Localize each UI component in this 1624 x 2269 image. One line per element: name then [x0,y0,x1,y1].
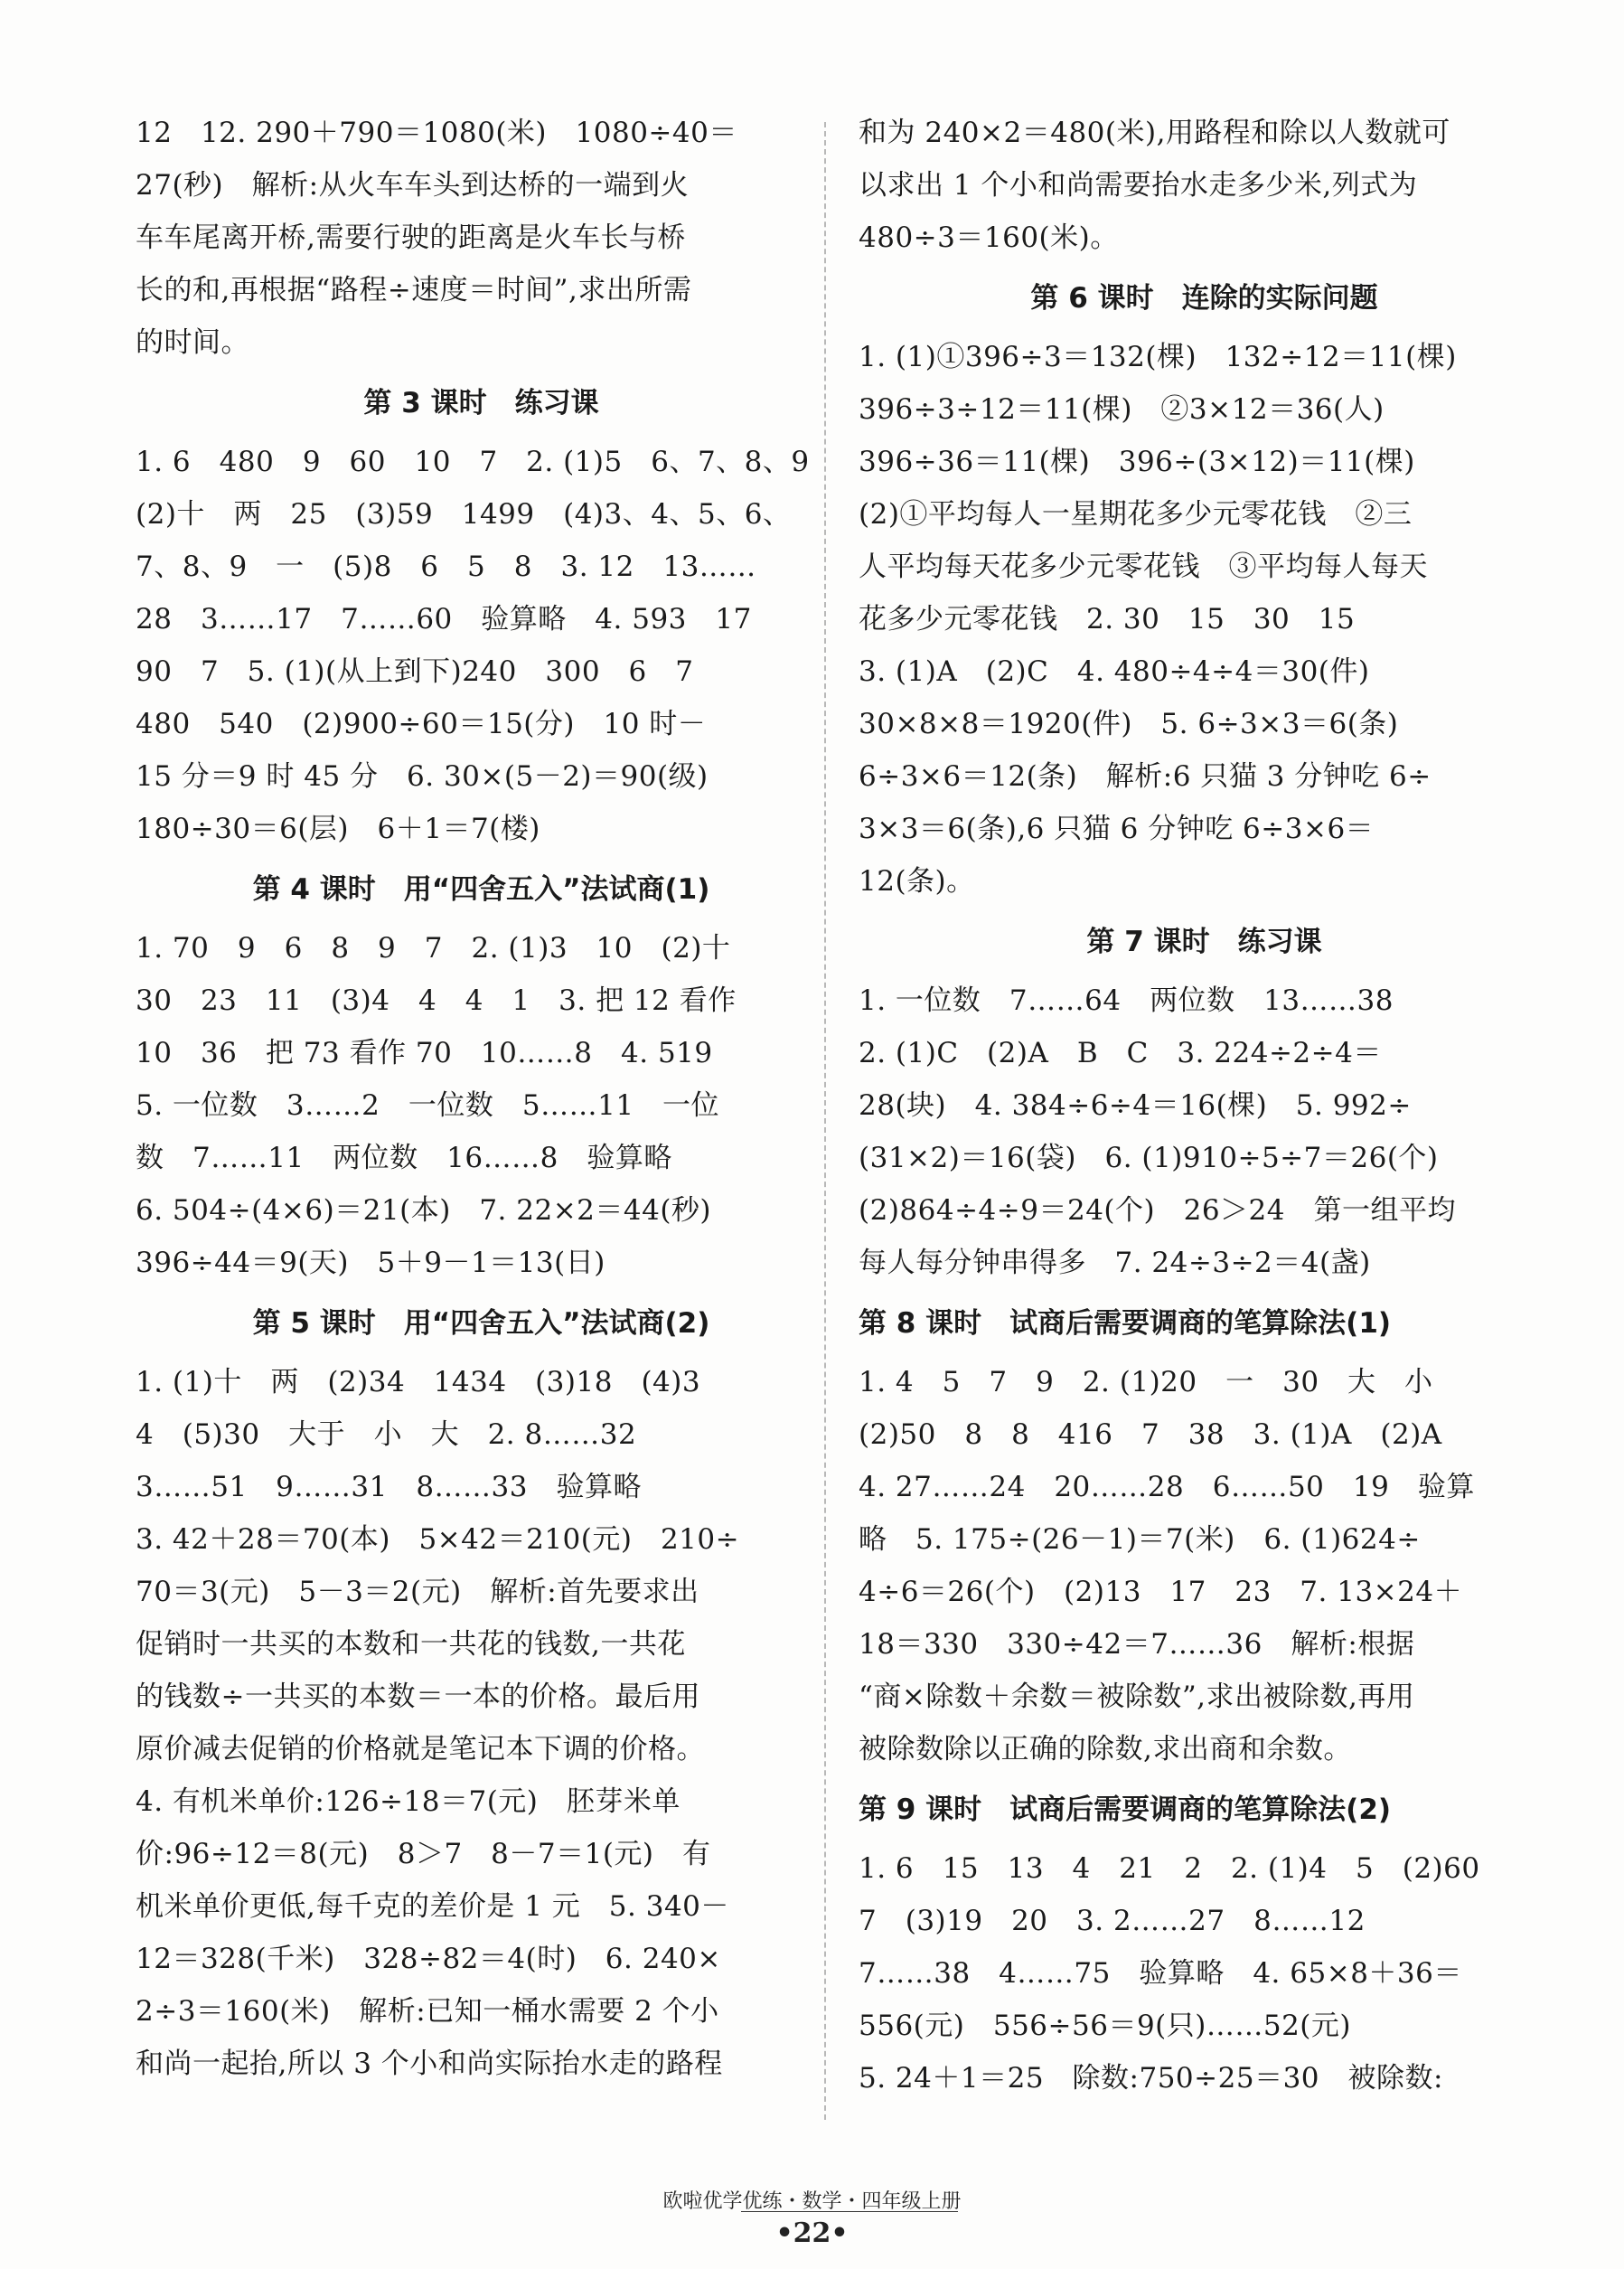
text-line: 180÷30＝6(层) 6＋1＝7(楼) [136,813,540,845]
text-line: 3. 42＋28＝70(本) 5×42＝210(元) 210÷ [136,1523,740,1556]
text-line: 4 (5)30 大于 小 大 2. 8……32 [136,1418,637,1451]
text-line: 4÷6＝26(个) (2)13 17 23 7. 13×24＋ [859,1576,1463,1608]
text-line: 480 540 (2)900÷60＝15(分) 10 时－ [136,708,707,740]
text-line: 的时间。 [136,326,249,359]
text-line: 15 分＝9 时 45 分 6. 30×(5－2)＝90(级) [136,760,709,793]
text-line: 的钱数÷一共买的本数＝一本的价格。最后用 [136,1681,700,1713]
section-heading: 第 4 课时 用“四舍五入”法试商(1) [252,873,710,906]
text-line: (2)十 两 25 (3)59 1499 (4)3、4、5、6、 [136,498,792,531]
text-line: 略 5. 175÷(26－1)＝7(米) 6. (1)624÷ [859,1523,1421,1556]
text-line: 396÷3÷12＝11(棵) ②3×12＝36(人) [859,393,1385,426]
text-line: 10 36 把 73 看作 70 10……8 4. 519 [136,1037,713,1069]
text-line: 6. 504÷(4×6)＝21(本) 7. 22×2＝44(秒) [136,1194,712,1227]
section-heading: 第 6 课时 连除的实际问题 [1030,282,1378,315]
column-divider [824,122,826,2120]
text-line: 1. 4 5 7 9 2. (1)20 一 30 大 小 [859,1366,1433,1398]
text-line: 1. 6 15 13 4 21 2 2. (1)4 5 (2)60 [859,1852,1480,1885]
text-line: 396÷36＝11(棵) 396÷(3×12)＝11(棵) [859,446,1415,478]
left-column [136,107,827,2090]
text-line: 12(条)。 [859,865,975,898]
text-line: (2)①平均每人一星期花多少元零花钱 ②三 [859,498,1413,531]
text-line: 2÷3＝160(米) 解析:已知一桶水需要 2 个小 [136,1995,719,2028]
text-line: 1. (1)①396÷3＝132(棵) 132÷12＝11(棵) [859,341,1457,373]
text-line: 5. 24＋1＝25 除数:750÷25＝30 被除数: [859,2062,1443,2095]
text-line: 90 7 5. (1)(从上到下)240 300 6 7 [136,655,694,688]
text-line: 1. 70 9 6 8 9 7 2. (1)3 10 (2)十 [136,932,731,965]
text-line: 花多少元零花钱 2. 30 15 30 15 [859,603,1356,636]
section-heading: 第 5 课时 用“四舍五入”法试商(2) [252,1307,710,1340]
text-line: 556(元) 556÷56＝9(只)……52(元) [859,2010,1351,2042]
section-heading: 第 9 课时 试商后需要调商的笔算除法(2) [859,1794,1392,1826]
text-line: 5. 一位数 3……2 一位数 5……11 一位 [136,1089,720,1122]
text-line: 12＝328(千米) 328÷82＝4(时) 6. 240× [136,1943,721,1975]
text-line: 促销时一共买的本数和一共花的钱数,一共花 [136,1628,686,1661]
text-line: (31×2)＝16(袋) 6. (1)910÷5÷7＝26(个) [859,1142,1439,1174]
text-line: 和尚一起抬,所以 3 个小和尚实际抬水走的路程 [136,2048,723,2080]
text-line: 和为 240×2＝480(米),用路程和除以人数就可 [859,117,1450,149]
text-line: 2. (1)C (2)A B C 3. 224÷2÷4＝ [859,1037,1382,1069]
text-line: 4. 有机米单价:126÷18＝7(元) 胚芽米单 [136,1785,681,1818]
text-line: 70＝3(元) 5－3＝2(元) 解析:首先要求出 [136,1576,699,1608]
text-line: (2)864÷4÷9＝24(个) 26＞24 第一组平均 [859,1194,1457,1227]
text-line: 28 3……17 7……60 验算略 4. 593 17 [136,603,752,636]
text-line: 18＝330 330÷42＝7……36 解析:根据 [859,1628,1415,1661]
section-heading: 第 3 课时 练习课 [363,387,599,419]
text-line: 机米单价更低,每千克的差价是 1 元 5. 340－ [136,1890,729,1923]
text-line: 480÷3＝160(米)。 [859,221,1119,254]
text-line: 27(秒) 解析:从火车车头到达桥的一端到火 [136,169,690,202]
footer-rule [741,2211,958,2212]
text-line: 被除数除以正确的除数,求出商和余数。 [859,1733,1352,1765]
text-line: 数 7……11 两位数 16……8 验算略 [136,1142,672,1174]
text-line: 7……38 4……75 验算略 4. 65×8＋36＝ [859,1957,1462,1990]
text-line: 3……51 9……31 8……33 验算略 [136,1471,643,1503]
text-line: 7 (3)19 20 3. 2……27 8……12 [859,1905,1366,1937]
text-line: 1. (1)十 两 (2)34 1434 (3)18 (4)3 [136,1366,701,1398]
text-line: 396÷44＝9(天) 5＋9－1＝13(日) [136,1247,605,1279]
text-line: 30 23 11 (3)4 4 4 1 3. 把 12 看作 [136,984,737,1017]
text-line: 人平均每天花多少元零花钱 ③平均每人每天 [859,551,1428,583]
text-line: 30×8×8＝1920(件) 5. 6÷3×3＝6(条) [859,708,1399,740]
right-column [859,107,1550,2104]
text-line: 3. (1)A (2)C 4. 480÷4÷4＝30(件) [859,655,1370,688]
text-line: 28(块) 4. 384÷6÷4＝16(棵) 5. 992÷ [859,1089,1412,1122]
section-heading: 第 8 课时 试商后需要调商的笔算除法(1) [859,1307,1392,1340]
text-line: 12 12. 290＋790＝1080(米) 1080÷40＝ [136,117,737,149]
text-line: 车车尾离开桥,需要行驶的距离是火车长与桥 [136,221,686,254]
section-heading: 第 7 课时 练习课 [1086,926,1322,958]
page-number: •22• [775,2217,849,2249]
text-line: 价:96÷12＝8(元) 8＞7 8－7＝1(元) 有 [136,1838,711,1870]
text-line: 原价减去促销的价格就是笔记本下调的价格。 [136,1733,705,1765]
text-line: (2)50 8 8 416 7 38 3. (1)A (2)A [859,1418,1442,1451]
text-line: 1. 一位数 7……64 两位数 13……38 [859,984,1394,1017]
footer-book-title: 欧啦优学优练・数学・四年级上册 [662,2190,962,2213]
text-line: 4. 27……24 20……28 6……50 19 验算 [859,1471,1475,1503]
text-line: 7、8、9 一 (5)8 6 5 8 3. 12 13…… [136,551,756,583]
text-line: 以求出 1 个小和尚需要抬水走多少米,列式为 [859,169,1418,202]
text-line: 长的和,再根据“路程÷速度＝时间”,求出所需 [136,274,692,306]
text-line: 1. 6 480 9 60 10 7 2. (1)5 6、7、8、9 [136,446,810,478]
text-line: 6÷3×6＝12(条) 解析:6 只猫 3 分钟吃 6÷ [859,760,1432,793]
text-line: “商×除数＋余数＝被除数”,求出被除数,再用 [859,1681,1415,1713]
text-line: 每人每分钟串得多 7. 24÷3÷2＝4(盏) [859,1247,1371,1279]
text-line: 3×3＝6(条),6 只猫 6 分钟吃 6÷3×6＝ [859,813,1375,845]
